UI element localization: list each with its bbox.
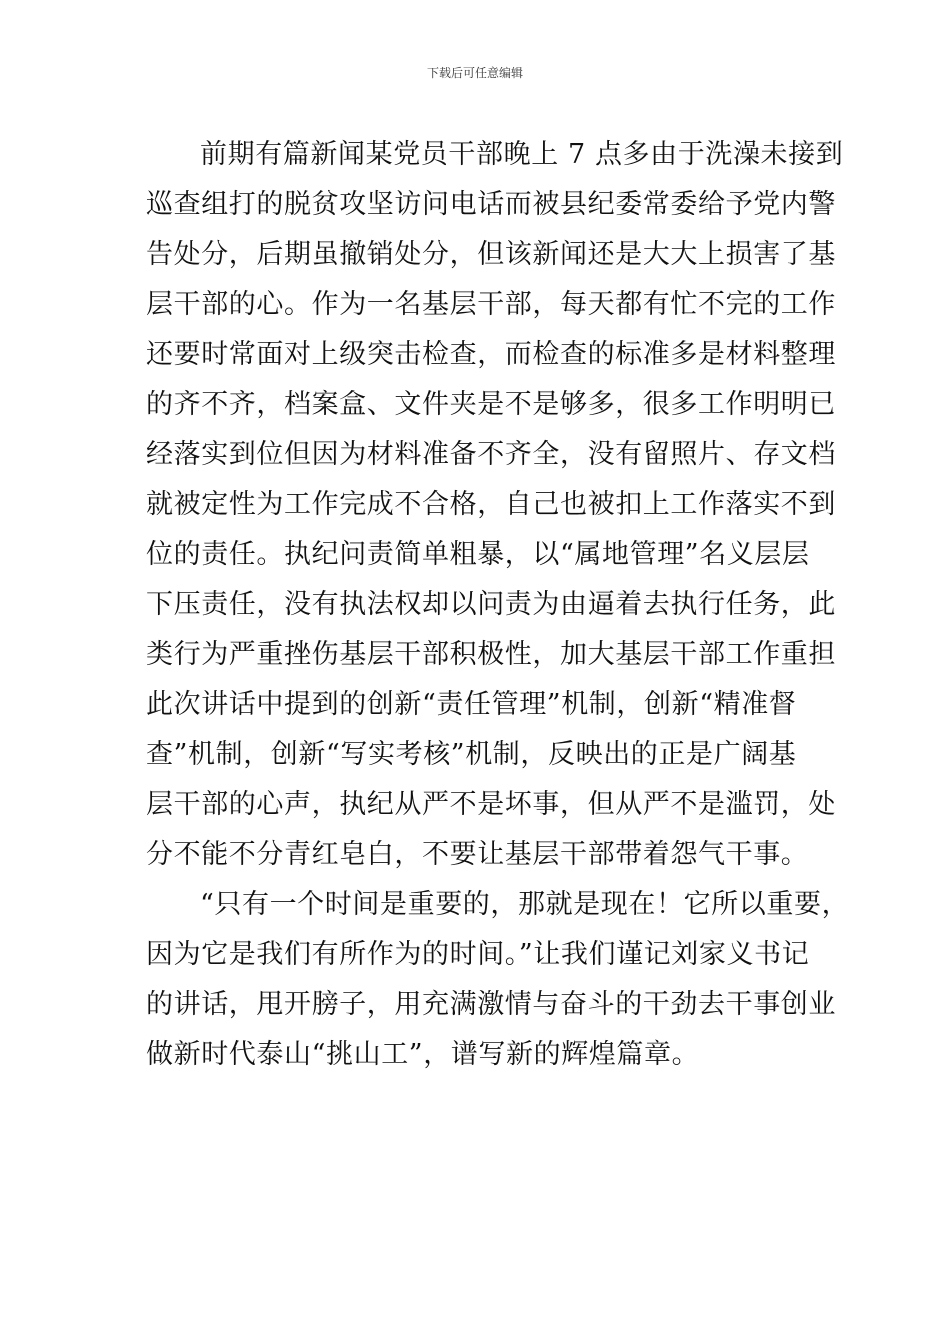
text-line: 经落实到位但因为材料准备不齐全，没有留照片、存文档 bbox=[146, 439, 836, 470]
text-line: 巡查组打的脱贫攻坚访问电话而被县纪委常委给予党内警 bbox=[146, 189, 836, 220]
text-line: 下压责任，没有执法权却以问责为由逼着去执行任务，此 bbox=[146, 589, 836, 620]
text-line: “只有一个时间是重要的，那就是现在！它所以重要， bbox=[200, 889, 850, 920]
text-line: 类行为严重挫伤基层干部积极性，加大基层干部工作重担 bbox=[146, 639, 836, 670]
text-line: 查”机制，创新“写实考核”机制，反映出的正是广阔基 bbox=[146, 739, 797, 770]
text-line: 的讲话，甩开膀子，用充满激情与奋斗的干劲去干事创业 bbox=[146, 989, 836, 1020]
paragraph-2 bbox=[146, 880, 850, 1080]
text-line: 层干部的心声，执纪从严不是坏事，但从严不是滥罚，处 bbox=[146, 789, 836, 820]
paragraph-1 bbox=[146, 130, 844, 880]
text-line: 前期有篇新闻某党员干部晚上 7 点多由于洗澡未接到 bbox=[200, 139, 844, 170]
text-line: 还要时常面对上级突击检查，而检查的标准多是材料整理 bbox=[146, 339, 836, 370]
text-line: 分不能不分青红皂白，不要让基层干部带着怨气干事。 bbox=[146, 839, 809, 870]
text-line: 的齐不齐，档案盒、文件夹是不是够多，很多工作明明已 bbox=[146, 389, 836, 420]
text-line: 位的责任。执纪问责简单粗暴，以“属地管理”名义层层 bbox=[146, 539, 810, 570]
text-line: 因为它是我们有所作为的时间。”让我们谨记刘家义书记 bbox=[146, 939, 810, 970]
page-header: 下载后可任意编辑 bbox=[426, 66, 523, 80]
text-line: 就被定性为工作完成不合格，自己也被扣上工作落实不到 bbox=[146, 489, 836, 520]
text-line: 层干部的心。作为一名基层干部，每天都有忙不完的工作 bbox=[146, 289, 836, 320]
text-line: 做新时代泰山“挑山工”，谱写新的辉煌篇章。 bbox=[146, 1039, 700, 1070]
document-body bbox=[146, 130, 850, 1080]
text-line: 此次讲话中提到的创新“责任管理”机制，创新“精准督 bbox=[146, 689, 797, 720]
text-line: 告处分，后期虽撤销处分，但该新闻还是大大上损害了基 bbox=[146, 239, 836, 270]
